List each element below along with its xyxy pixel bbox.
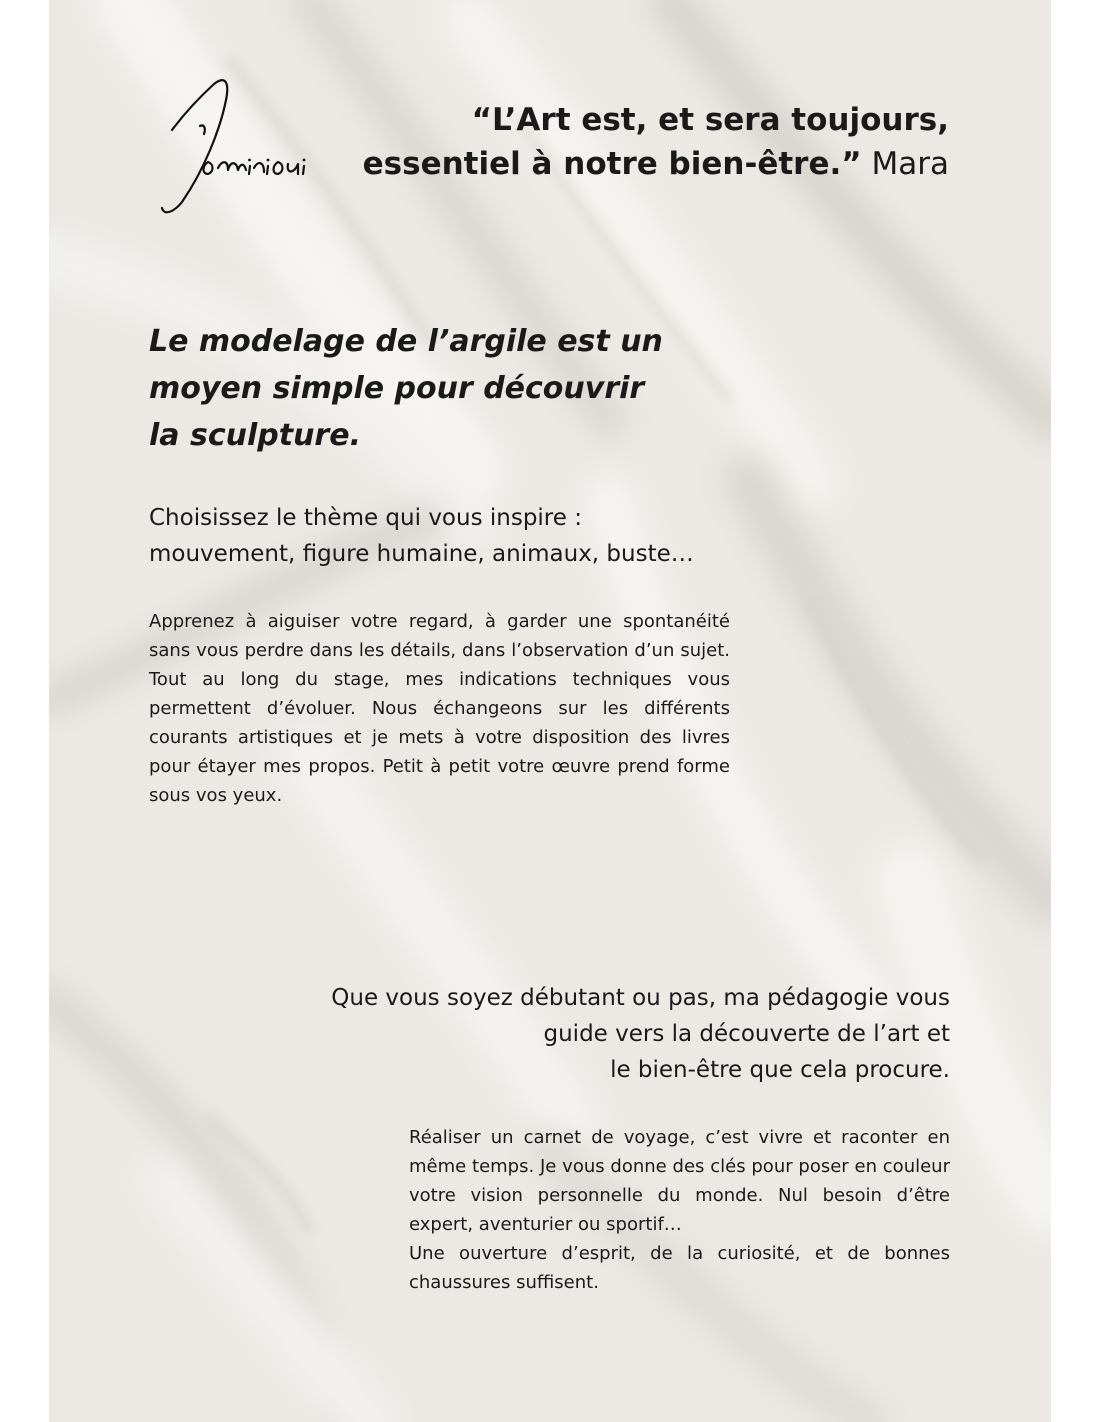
sculpture-paragraph: Apprenez à aiguiser votre regard, à garder une spontanéité sans vous perdre dans les détails, dans l’observation d’un sujet. Tout au long du stage, mes indications techniques vous permettent d’évoluer. Nous échangeons sur les différents courants artistiques et je mets à votre disposition des livres pour étayer mes propos. Petit à petit votre œuvre prend forme sous vos yeux. bbox=[149, 611, 730, 806]
headline-line: la sculpture. bbox=[149, 418, 361, 453]
page bbox=[49, 0, 1051, 1422]
pedagogy-line: le bien-être que cela procure. bbox=[610, 1057, 950, 1083]
travel-sketchbook-paragraph bbox=[409, 1123, 950, 1297]
themes-line: Choisissez le thème qui vous inspire : bbox=[149, 505, 582, 531]
headline bbox=[149, 318, 669, 459]
headline-line: moyen simple pour découvrir bbox=[149, 371, 645, 406]
travel-paragraph-first: Réaliser un carnet de voyage, c’est vivre et raconter en même temps. Je vous donne des clés pour poser en couleur votre vision personnelle du monde. Nul besoin d’être expert, aventurier ou sportif… bbox=[409, 1127, 950, 1235]
pedagogy-line: guide vers la découverte de l’art et bbox=[543, 1021, 950, 1047]
signature-image bbox=[152, 70, 322, 220]
quote-text: “L’Art est, et sera toujours, essentiel à notre bien-être.” bbox=[362, 102, 949, 182]
headline-line: Le modelage de l’argile est un bbox=[149, 324, 663, 359]
quote-author: Mara bbox=[871, 146, 949, 182]
pedagogy-statement bbox=[249, 980, 950, 1088]
quote bbox=[329, 98, 949, 186]
pedagogy-line: Que vous soyez débutant ou pas, ma pédagogie vous bbox=[331, 985, 950, 1011]
themes-line: mouvement, figure humaine, animaux, buste… bbox=[149, 541, 694, 567]
themes-intro bbox=[149, 500, 789, 572]
travel-paragraph-second: Une ouverture d’esprit, de la curiosité, et de bonnes chaussures suffisent. bbox=[409, 1243, 950, 1293]
